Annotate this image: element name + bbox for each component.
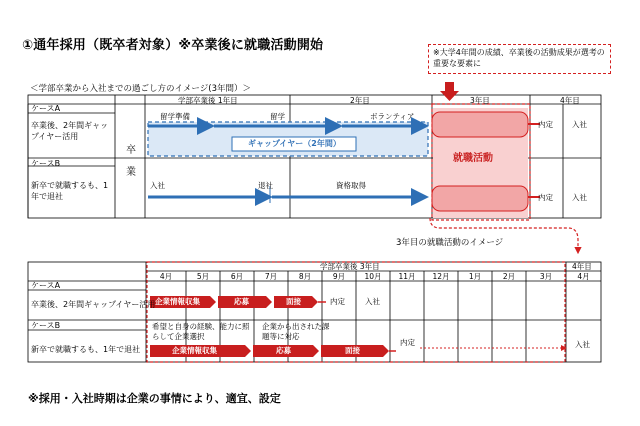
month-header-year4: 4月 bbox=[577, 272, 590, 281]
month-header: 9月 bbox=[332, 272, 346, 281]
top-case-b-desc: 新卒で就職するも、1年で退社 bbox=[31, 181, 109, 201]
a-step-2-label: 応募 bbox=[234, 297, 249, 306]
month-header: 7月 bbox=[264, 272, 278, 281]
bottom-case-a-desc: 卒業後、2年間ギャップイヤー活用 bbox=[31, 300, 156, 309]
a-step-1-label: 企業情報収集 bbox=[155, 297, 200, 306]
month-header: 10月 bbox=[364, 272, 382, 281]
a-item-volunteer: ボランティア bbox=[370, 112, 415, 121]
callout-arrow bbox=[445, 82, 454, 92]
month-header: 11月 bbox=[398, 272, 416, 281]
top-a-naitei: 内定 bbox=[538, 120, 553, 129]
bottom-case-b-desc: 新卒で就職するも、1年で退社 bbox=[31, 345, 141, 354]
middle-caption: 3年目の就職活動のイメージ bbox=[396, 238, 504, 248]
b-note-1: 希望と自身の経験、能力に照らして企業選択 bbox=[152, 322, 250, 341]
a-naitei: 内定 bbox=[330, 297, 345, 306]
a-item-ryugaku: 留学 bbox=[270, 112, 285, 121]
b-step-3-label: 面接 bbox=[345, 346, 360, 355]
top-case-b-name: ケースB bbox=[31, 159, 61, 168]
b-nyusha: 入社 bbox=[575, 340, 590, 349]
gap-year-label: ギャップイヤー（2年間） bbox=[248, 139, 341, 148]
b-item-shikaku: 資格取得 bbox=[336, 181, 366, 190]
a-nyusha: 入社 bbox=[365, 297, 380, 306]
month-header: 12月 bbox=[432, 272, 450, 281]
top-a-nyusha: 入社 bbox=[572, 120, 587, 129]
year3-header: 3年目 bbox=[470, 96, 490, 105]
top-b-naitei: 内定 bbox=[538, 193, 553, 202]
month-header: 3月 bbox=[539, 272, 553, 281]
footer-note: ※採用・入社時期は企業の事情により、適宜、設定 bbox=[28, 392, 281, 405]
b-note-2: 企業から出された課題等に対応 bbox=[262, 322, 330, 341]
year1-header: 学部卒業後 1年目 bbox=[178, 96, 238, 105]
job-hunting-label: 就職活動 bbox=[453, 153, 493, 164]
top-case-a-desc: 卒業後、2年間ギャップイヤー活用 bbox=[31, 121, 109, 141]
top-case-a-name: ケースA bbox=[31, 104, 61, 113]
month-header: 5月 bbox=[196, 272, 210, 281]
a-step-3-label: 面接 bbox=[286, 297, 301, 306]
subtitle: ＜学部卒業から入社までの過ごし方のイメージ(3年間）＞ bbox=[30, 84, 251, 94]
b-step-2-label: 応募 bbox=[276, 346, 291, 355]
bottom-case-b-name: ケースB bbox=[31, 321, 61, 330]
month-header: 8月 bbox=[298, 272, 312, 281]
month-header: 4月 bbox=[159, 272, 173, 281]
b-item-taisha: 退社 bbox=[258, 181, 273, 190]
graduation-label: 卒業 bbox=[126, 145, 136, 178]
b-item-nyusha: 入社 bbox=[150, 181, 165, 190]
bottom-year4: 4年目 bbox=[572, 262, 592, 271]
year2-header: 2年目 bbox=[350, 96, 370, 105]
month-header: 1月 bbox=[468, 272, 482, 281]
a-item-ryugaku-prep: 留学準備 bbox=[160, 112, 190, 121]
page-title: ①通年採用（既卒者対象）※卒業後に就職活動開始 bbox=[22, 38, 324, 53]
top-b-nyusha: 入社 bbox=[572, 193, 587, 202]
job-hunting-b bbox=[432, 186, 528, 211]
b-step-1-label: 企業情報収集 bbox=[172, 346, 217, 355]
bottom-header: 学部卒業後 3年目 bbox=[320, 262, 380, 271]
bottom-case-a-name: ケースA bbox=[31, 281, 61, 290]
b-naitei: 内定 bbox=[400, 338, 415, 347]
month-header: 2月 bbox=[502, 272, 516, 281]
job-hunting-a bbox=[432, 112, 528, 137]
callout-note: ※大学4年間の成績、卒業後の活動成果が選考の重要な要素に bbox=[428, 44, 611, 74]
month-header: 6月 bbox=[230, 272, 244, 281]
year4-header: 4年目 bbox=[560, 96, 580, 105]
